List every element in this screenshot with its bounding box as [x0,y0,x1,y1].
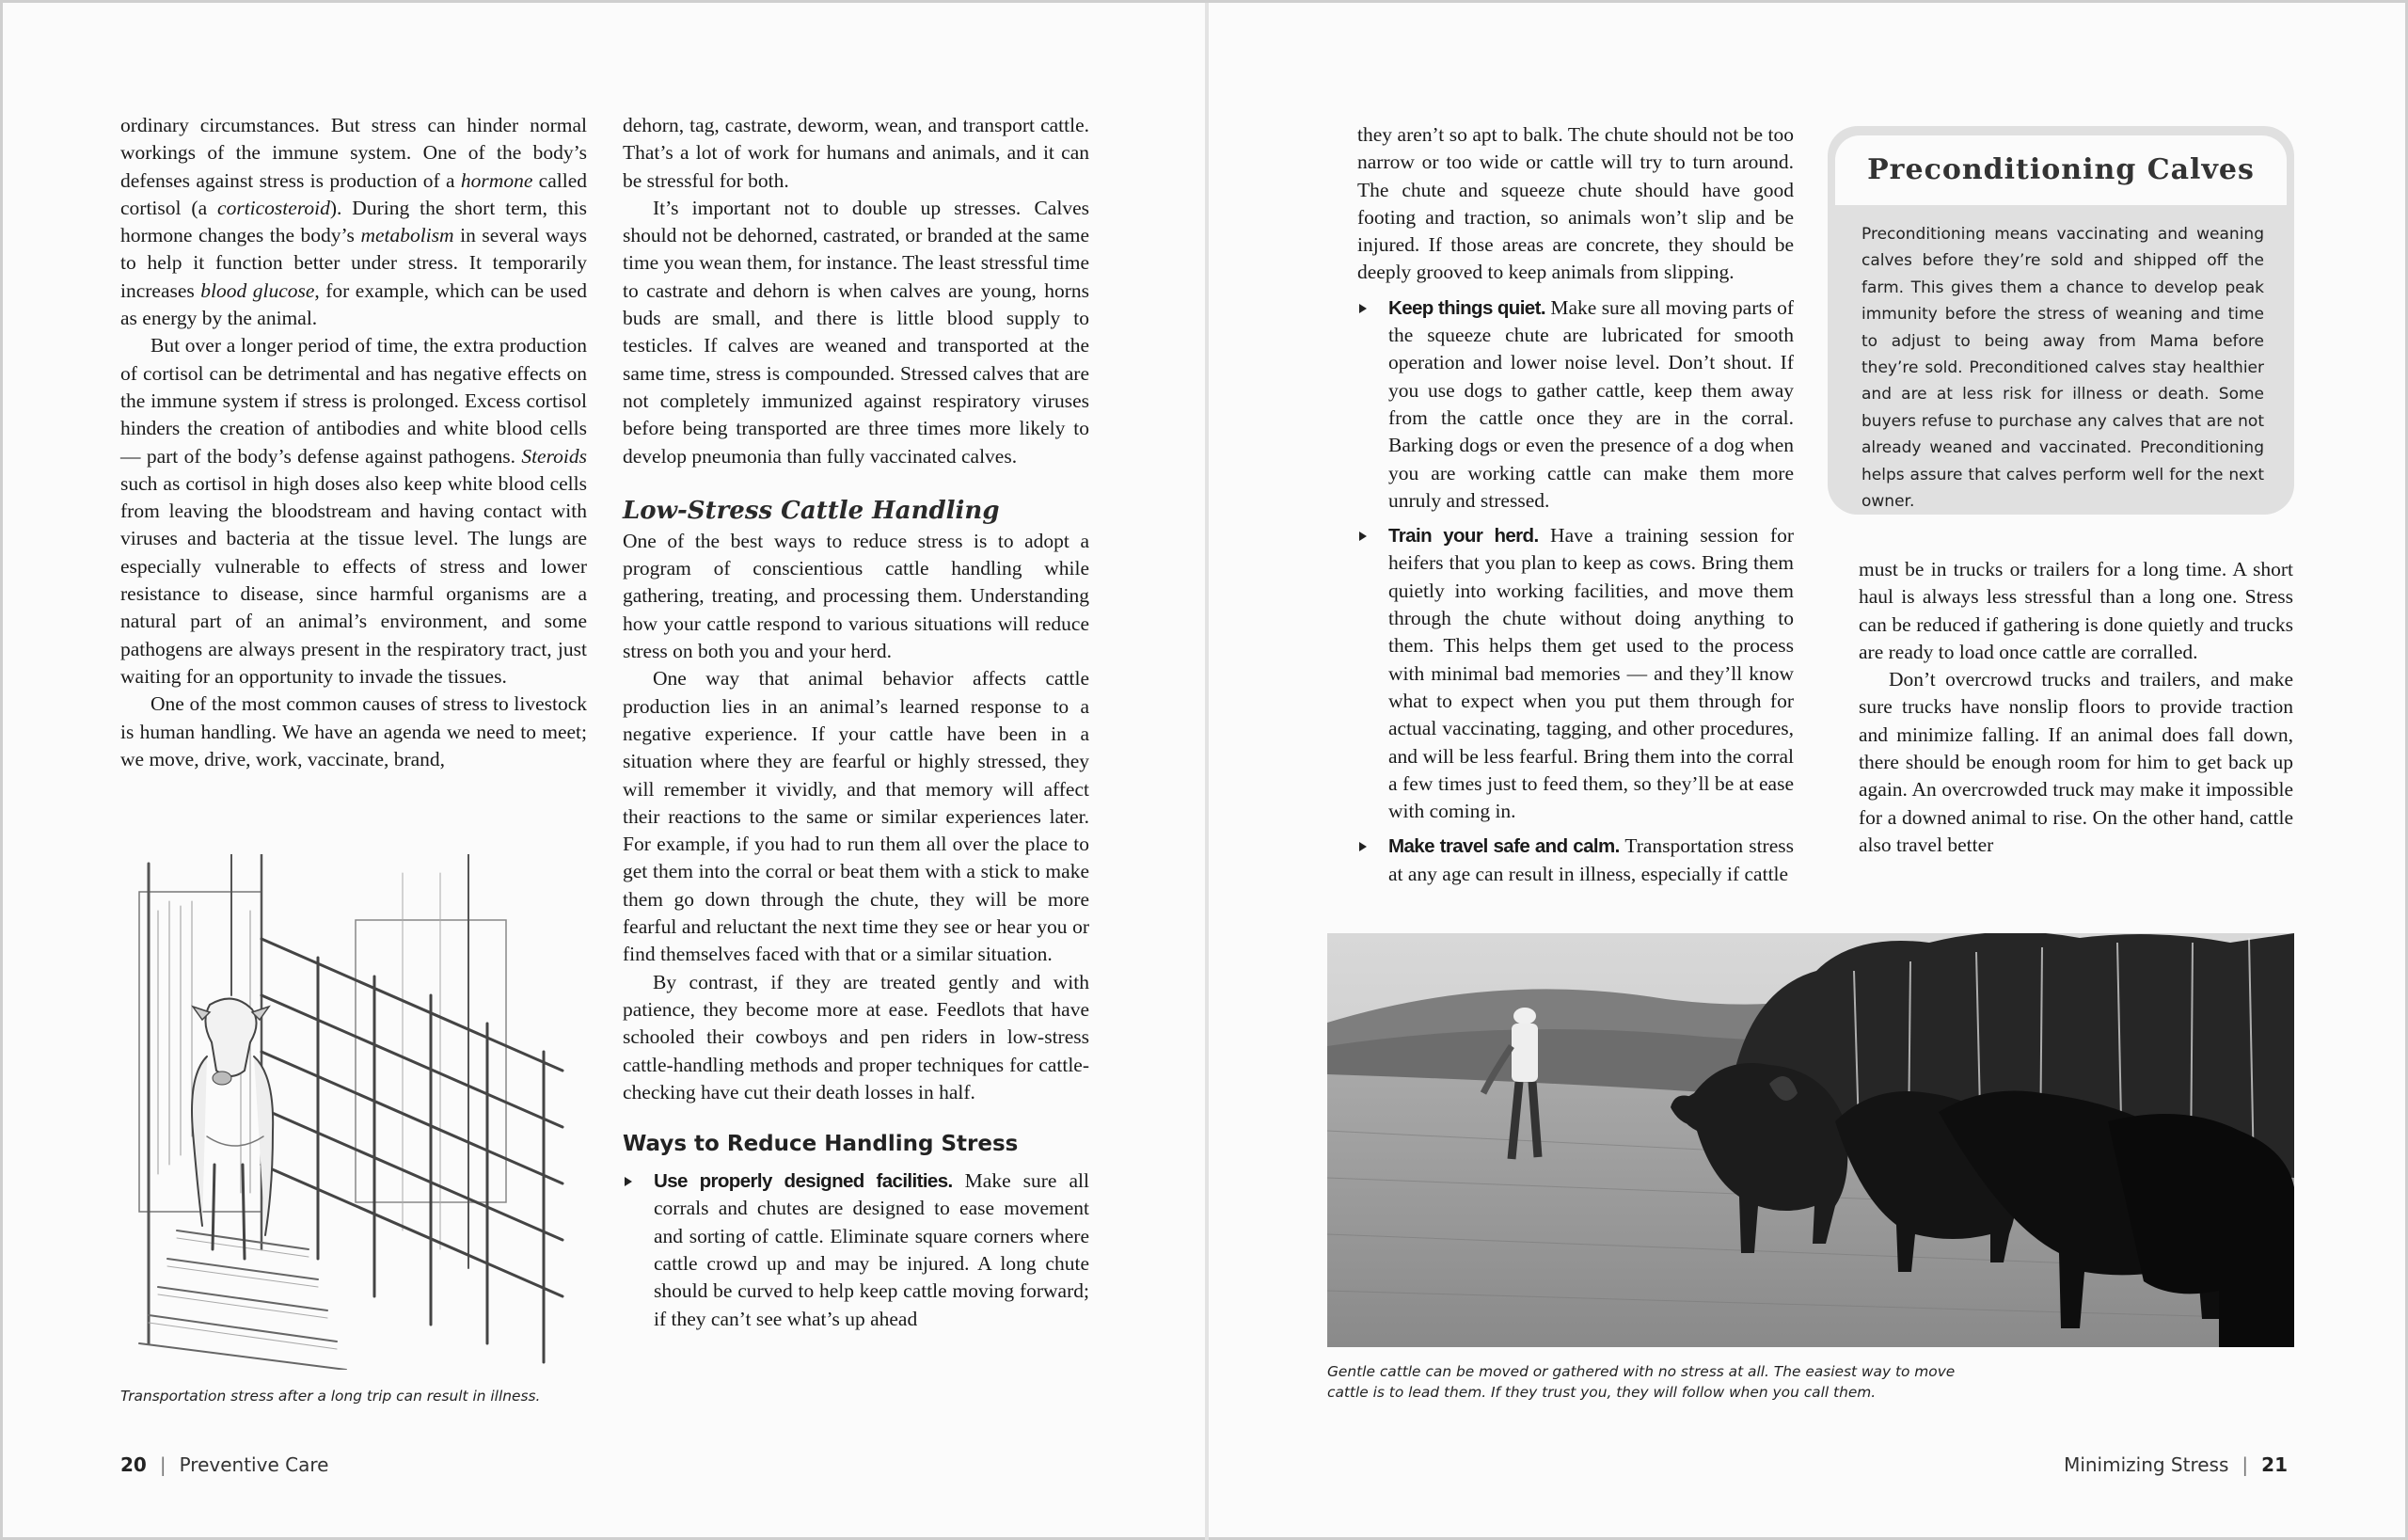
left-page-column-1 [120,112,587,773]
triangle-bullet-icon [1359,842,1367,851]
bullet-item: Use properly designed facilities. Make sure all corrals and chutes are designed to ease movement and sorting of cattle. Eliminate square corners where cattle crowd up and may be injured. A long chute should be curved to help keep cattle moving forward; if they can’t see what’s up ahead [623,1167,1089,1333]
bullet-item: Make travel safe and calm. Transportation stress at any age can result in illness, especially if cattle [1357,833,1794,888]
paragraph: they aren’t so apt to balk. The chute should not be too narrow or too wide or cattle will try to turn around. The chute and squeeze chute should have good footing and traction, so animals won’t slip and be injured. If those areas are concrete, they should be deeply grooved to keep animals from slipping. [1357,123,1794,284]
bullet-item: Train your herd. Have a training session for heifers that you plan to keep as cows. Bring them quietly into working facilities, and move them through the chute without doing anything to them. This helps them get used to the process with minimal bad memories — and they’ll know what to expect when you put them through for actual vaccinating, tagging, and other procedures, and will be less fearful. Bring them into the corral a few times just to feed them, so they’ll be at ease with coming in. [1357,522,1794,825]
sidebar-title: Preconditioning Calves [1867,153,2255,186]
figure-caption: Gentle cattle can be moved or gathered with no stress at all. The easiest way to move cattle is to lead them. If they trust you, they will follow when you call them. [1327,1363,1956,1401]
sidebar-title-band [1835,135,2287,205]
page-number: 21 [2261,1453,2288,1476]
paragraph: Don’t overcrowd trucks and trailers, and make sure trucks have nonslip floors to provide traction and minimize falling. If an animal does fall down, there should be enough room for him to get back up again. An overcrowded truck may make it impossible for a downed animal to rise. On the other hand, cattle also travel better [1859,668,2293,856]
running-section: Minimizing Stress [2064,1453,2229,1476]
right-page-column-2 [1859,556,2293,859]
paragraph: It’s important not to double up stresses. Calves should not be dehorned, castrated, or branded at the same time you wean them, for instance. The least stressful time to castrate and dehorn is when calves are young, horns buds are small, and there is little blood supply to testicles. If calves are weaned and transported at the same time, stress is compounded. Stressed calves that are not completely immunized against respiratory viruses before being transported are three times more likely to develop pneumonia than fully vaccinated calves. [623,196,1089,468]
right-page-column-1 [1357,121,1794,888]
paragraph: must be in trucks or trailers for a long time. A short haul is always less stressful than a long one. Stress can be reduced if gathering is done quietly and trucks are ready to load once cattle are corralled. [1859,558,2293,663]
sidebar-body: Preconditioning means vaccinating and weaning calves before they’re sold and shipped off the farm. This gives them a chance to develop peak immunity before the stress of weaning and time to adjust to being away from Mama before they’re sold. Preconditioned calves stay healthier and are at less risk for illness or death. Some buyers refuse to purchase any calves that are not already weaned and vaccinated. Preconditioning helps assure that calves perform well for the next owner. [1861,225,2264,512]
triangle-bullet-icon [1359,532,1367,541]
figure-caption: Transportation stress after a long trip can result in illness. [120,1388,541,1405]
paragraph: One of the most common causes of stress to livestock is human handling. We have an agenda we need to meet; we move, drive, work, vaccinate, brand, [120,692,587,770]
paragraph: ordinary circumstances. But stress can hinder normal workings of the immune system. One of the body’s defenses against stress is production of a hormone called cortisol (a corticosteroid). During the short term, this hormone changes the body’s metabolism in several ways to help it function better under stress. It temporarily increases blood glucose, for example, which can be used as energy by the animal. [120,114,588,330]
paragraph: But over a longer period of time, the extra production of cortisol can be detrimental and has negative effects on the immune system if stress is prolonged. Excess cortisol hinders the creation of antibodies and white blood cells — part of the body’s defense against pathogens. Steroids such as cortisol in high doses also keep white blood cells from leaving the bloodstream and having contact with viruses and bacteria at the tissue level. The lungs are especially vulnerable to effects of stress and lower resistance to disease, since harmful organisms are a natural part of an animal’s environment, and some pathogens are always present in the respiratory tract, just waiting for an opportunity to invade the tissues. [120,334,587,688]
paragraph: dehorn, tag, castrate, deworm, wean, and transport cattle. That’s a lot of work for humans and animals, and it can be stressful for both. [623,114,1089,192]
subsection-heading: Ways to Reduce Handling Stress [623,1132,1019,1157]
triangle-bullet-icon [1359,304,1367,313]
triangle-bullet-icon [625,1177,632,1186]
sidebar-box [1828,126,2294,515]
left-page-footer: 20 | Preventive Care [120,1453,329,1476]
section-heading: Low-Stress Cattle Handling [623,496,1000,525]
paragraph: One of the best ways to reduce stress is to adopt a program of conscientious cattle handling while gathering, treating, and processing them. Understanding how your cattle respond to various situations will reduce stress on both you and your herd. [623,529,1089,663]
paragraph: By contrast, if they are treated gently and with patience, they become more at ease. Feedlots that have schooled their cowboys and pen riders in low-stress cattle-handling methods and proper techniques for cattle-checking have cut their death losses in half. [623,970,1089,1103]
bullet-item: Keep things quiet. Make sure all moving parts of the squeeze chute are lubricated for smooth operation and lower noise level. Don’t shout. If you use dogs to gather cattle, keep them away from the cattle once they are in the corral. Barking dogs or even the presence of a dog when you are working cattle can make them more unruly and stressed. [1357,294,1794,515]
page-number: 20 [120,1453,147,1476]
paragraph: One way that animal behavior affects cattle production lies in an animal’s learned response to a negative experience. If your cattle have been in a situation where they are fearful or highly stressed, they will remember it vividly, and that memory will affect their reactions to the same or similar experiences later. For example, if you had to run them all over the place to get them into the corral or beat them with a stick to make them go down through the chute, they will be more fearful and reluctant the next time they see or hear you or find themselves faced with that or a similar situation. [623,667,1089,966]
right-page-footer: Minimizing Stress | 21 [2064,1453,2288,1476]
running-section: Preventive Care [179,1453,329,1476]
calf-chute-illustration [120,854,587,1370]
cattle-field-photo [1327,933,2294,1347]
page-gutter [1205,3,1209,1540]
left-page-column-2 [623,112,1089,1333]
